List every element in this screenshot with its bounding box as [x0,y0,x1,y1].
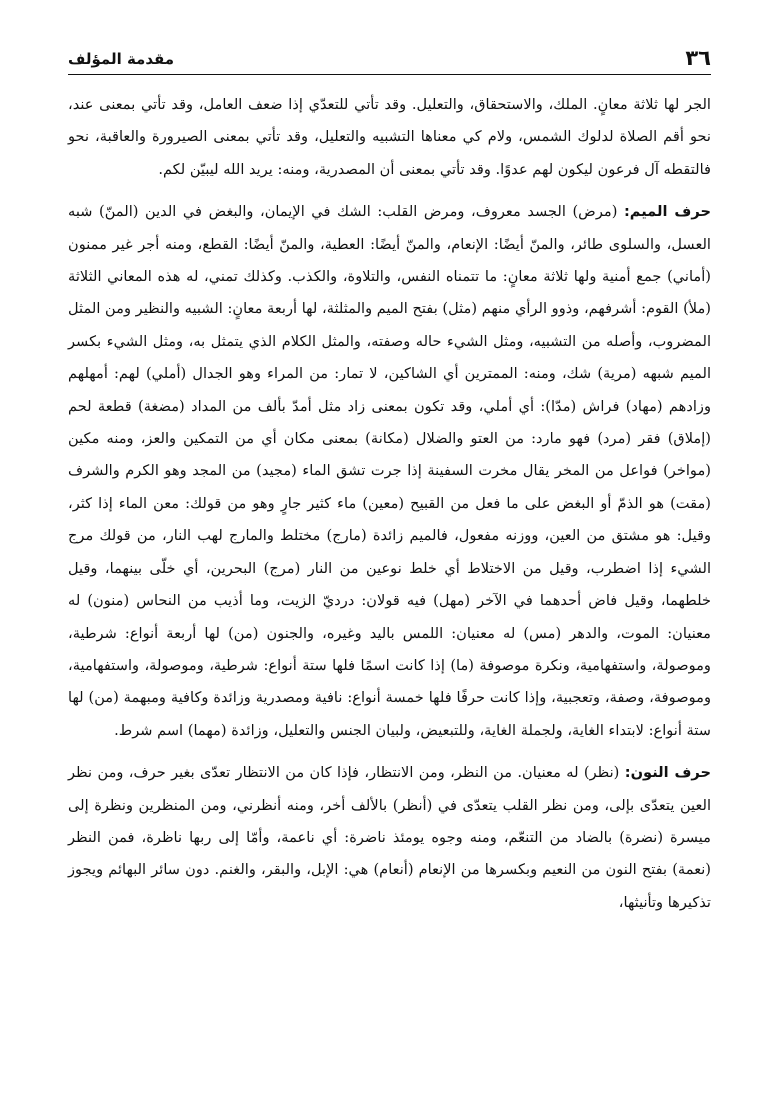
paragraph-text: (مرض) الجسد معروف، ومرض القلب: الشك في الإيمان، والبغض في الدين (المنّ) شبه العسل، والسلوى طائر، والمنّ أيضًا: الإنعام، والمنّ أيضًا: العطية، والمنّ أيضًا: القطع، ومنه أجر غير ممنون (أماني) جمع أمنية ولها ثلاثة معانٍ: ما تتمناه النفس، والتلاوة، والكذب. وكذلك تمني، له هذه المعاني الثلاثة (ملأ) القوم: أشرفهم، وذوو الرأي منهم (مثل) بفتح الميم والمثلثة، لها أربعة معانٍ: الشبيه والنظير ومن المثل المضروب، وأصله من التشبيه، ومثل الشيء حاله وصفته، والمثل الكلام الذي يتمثل به، ومثل الشيء بكسر الميم شبهه (مرية) شك، ومنه: الممترين أي الشاكين، لا تمار: من المراء وهو الجدال (أملي) لهم: أمهلهم وزادهم (مهاد) فراش (مدّا): أي أملي، وقد تكون بمعنى زاد مثل أمدّ بألف من المداد (مضغة) قطعة لحم (إملاق) فقر (مرد) فهو مارد: من العتو والضلال (مكانة) بمعنى مكان أي من التمكين والعز، ومنه مكين (مواخر) فواعل من المخر يقال مخرت السفينة إذا جرت تشق الماء (مجيد) من المجد وهو الكرم والشرف (مقت) هو الذمّ أو البغض على ما فعل من القبيح (معين) ماء كثير جارٍ وهو من قولك: معن الماء إذا كثر، وقيل: هو مشتق من العين، ووزنه مفعول، فالميم زائدة (مارج) مختلط والمارج لهب النار، من قولك مرج الشيء إذا اضطرب، وقيل من الاختلاط أي خلط نوعين من النار (مرج) البحرين، أي خلّى بينهما، وقيل خلطهما، وقيل فاض أحدهما في الآخر (مهل) فيه قولان: درديّ الزيت، وما أذيب من النحاس (منون) له معنيان: الموت، والدهر (مس) له معنيان: اللمس باليد وغيره، والجنون (من) لها أربعة أنواع: شرطية، وموصولة، واستفهامية، ونكرة موصوفة (ما) إذا كانت اسمًا فلها ستة أنواع: شرطية، وموصولة، واستفهامية، وموصوفة، وصفة، وتعجبية، وإذا كانت حرفًا فلها خمسة أنواع: نافية ومصدرية وزائدة وكافية ومبهمة (من) لها ستة أنواع: لابتداء الغاية، ولجملة الغاية، وللتبعيض، ولبيان الجنس والتعليل، وزائدة (مهما) اسم شرط. [68,203,711,739]
paragraph-text: الجر لها ثلاثة معانٍ. الملك، والاستحقاق، والتعليل. وقد تأتي للتعدّي إذا ضعف العامل، وقد تأتي بمعنى عند، نحو أقم الصلاة لدلوك الشمس، ولام كي معناها التشبيه والتعليل، وقد تأتي بمعنى الصيرورة والعاقبة، نحو فالتقطه آل فرعون ليكون لهم عدوًا. وقد تأتي بمعنى أن المصدرية، ومنه: يريد الله ليبيّن لكم. [68,96,711,178]
paragraph-lead: حرف النون: [624,764,711,782]
paragraph-harf-an-nun [68,757,711,919]
body-text [68,89,711,919]
paragraph-lam-continuation [68,89,711,186]
paragraph-lead: حرف الميم: [623,203,711,221]
paragraph-text: (نظر) له معنيان. من النظر، ومن الانتظار، فإذا كان من الانتظار تعدّى بغير حرف، ومن نظر العين يتعدّى بإلى، ومن نظر القلب يتعدّى في (أنظر) بالألف أخر، ومنه أنظرني، ومن المنظرين ونظرة إلى ميسرة (نضرة) بالضاد من التنعّم، ومنه وجوه يومئذ ناضرة: أي ناعمة، وأمّا إلى ربها ناظرة، فمن النظر (نعمة) بفتح النون من النعيم وبكسرها من الإنعام (أنعام) هي: الإبل، والبقر، والغنم. دون سائر البهائم ويجوز تذكيرها وتأنيثها، [68,764,711,911]
paragraph-harf-al-mim [68,196,711,747]
running-header [68,40,711,75]
page-number: ٣٦ [685,46,711,70]
chapter-title: مقدمة المؤلف [68,50,175,68]
